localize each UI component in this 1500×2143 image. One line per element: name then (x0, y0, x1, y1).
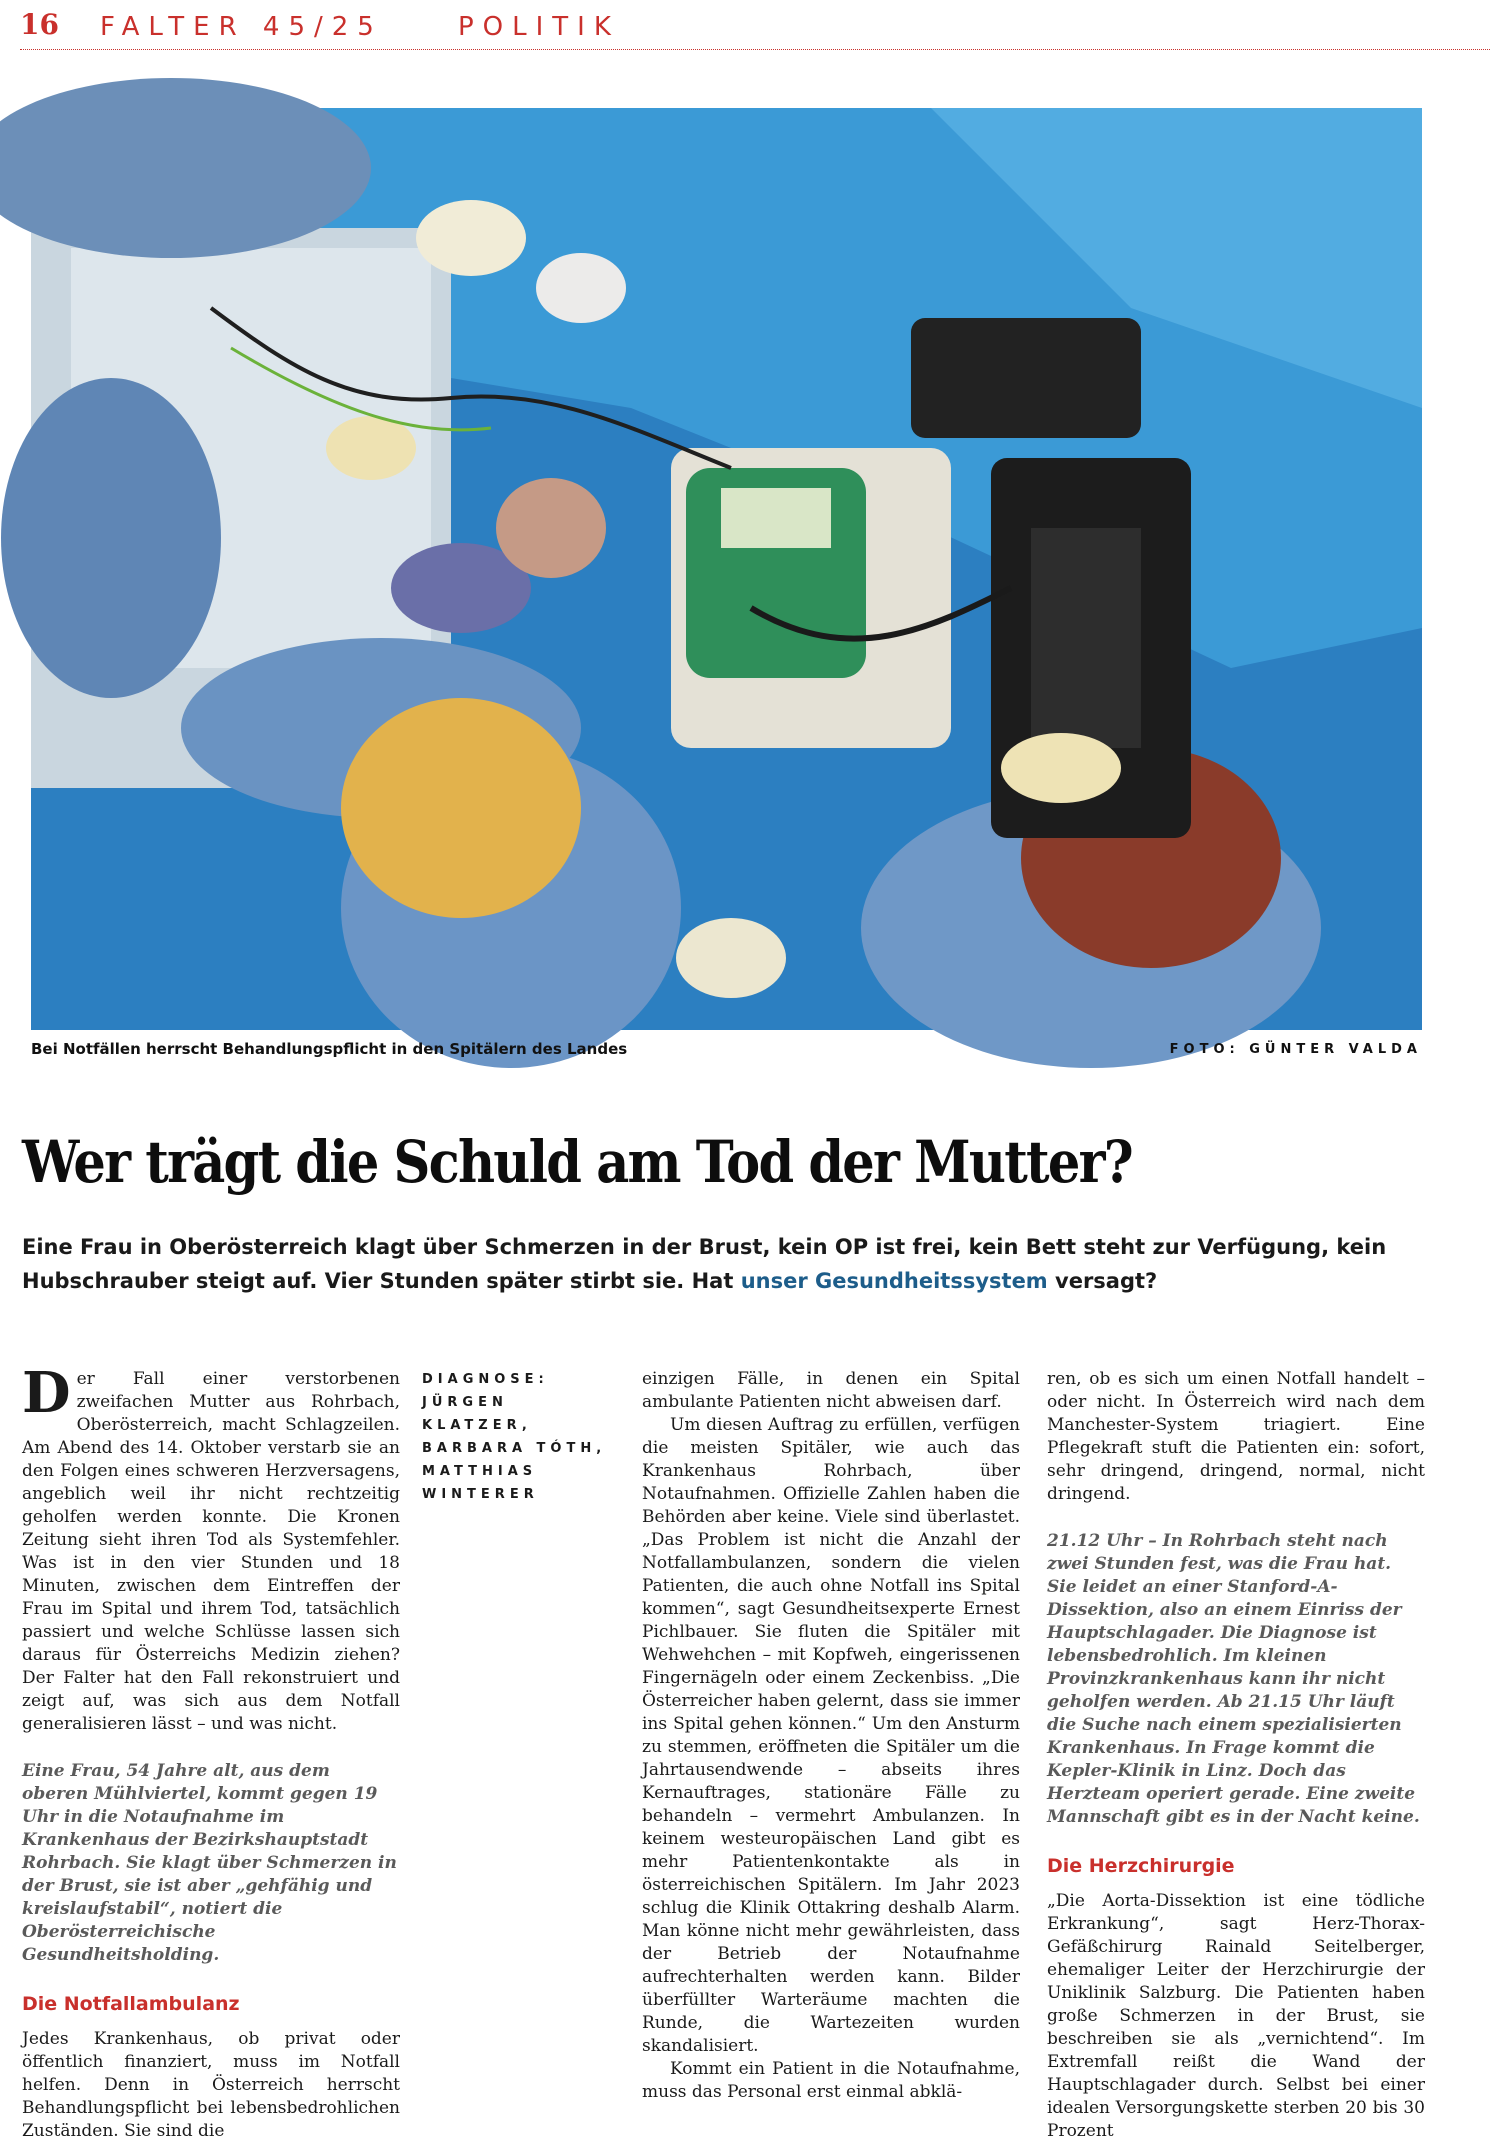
photo-credit: FOTO: GÜNTER VALDA (1169, 1042, 1422, 1057)
body-paragraph: „Die Aorta-Dissektion ist eine tödliche Erkrankung“, sagt Herz-Thorax-Gefäßchirurg Rainald Seitelberger, ehemaliger Leiter der Herzchirurgie der Uniklinik Salzburg. Die Patienten haben große Schmerzen in der Brust, sie beschreiben sie als „vernichtend“. Im Extremfall reißt die Wand der Hauptschlagader durch. Selbst bei einer idealen Versorgungskette sterben 20 bis 30 Prozent (1047, 1891, 1425, 2141)
body-paragraph: Kommt ein Patient in die Notaufnahme, muss das Personal erst einmal abklä- (642, 2059, 1020, 2102)
intro-text: er Fall einer verstorbenen zweifachen Mutter aus Rohrbach, Oberösterreich, macht Schlagzeilen. Am Abend des 14. Oktober verstarb sie an den Folgen eines schweren Herzversagens, angeblich weil ihr nicht rechtzeitig geholfen werden konnte. Die Kronen Zeitung sieht ihren Tod als Systemfehler. Was ist in den vier Stunden und 18 Minuten, zwischen dem Eintreffen der Frau im Spital und ihrem Tod, tatsächlich passiert und welche Schlüsse lassen sich daraus für Österreichs Medizin ziehen? Der Falter hat den Fall rekonstruiert und zeigt auf, was sich aus dem Notfall generalisieren lässt – und was nicht. (22, 1369, 400, 1734)
article-column-3 (642, 1368, 1020, 2102)
article-column-4 (1047, 1368, 1425, 2141)
article-headline: Wer trägt die Schuld am Tod der Mutter? (22, 1128, 1132, 1196)
body-paragraph: Um diesen Auftrag zu erfüllen, verfügen die meisten Spitäler, wie auch das Krankenhaus Rohrbach, über Notaufnahmen. Offizielle Zahlen haben die Behörden aber keine. Viele sind überlastet. „Das Problem ist nicht die Anzahl der Notfallambulanzen, sondern die vielen Patienten, die auch ohne Notfall ins Spital kommen“, sagt Gesundheitsexperte Ernest Pichlbauer. Sie fluten die Spitäler mit Wehwehchen – mit Kopfweh, eingerissenen Fingernägeln oder einem Zeckenbiss. „Die Österreicher haben gelernt, dass sie immer ins Spital gehen können.“ Um den Ansturm zu stemmen, eröffneten die Spitäler um die Jahrtausendwende – abseits ihres Kernauftrages, stationäre Fälle zu behandeln – vermehrt Ambulanzen. In keinem westeuropäischen Land gibt es mehr Patientenkontakte als in österreichischen Spitälern. Im Jahr 2023 schlug die Klinik Ottakring deshalb Alarm. Man könne nicht mehr gewährleisten, dass der Betrieb der Notaufnahme aufrechterhalten werden kann. Bilder überfüllter Warteräume machten die Runde, die Wartezeiten wurden skandalisiert. (642, 1415, 1020, 2056)
subhead-herzchirurgie: Die Herzchirurgie (1047, 1855, 1235, 1877)
photo-caption: Bei Notfällen herrscht Behandlungspflicht in den Spitälern des Landes (31, 1040, 628, 1058)
subhead-notfallambulanz: Die Notfallambulanz (22, 1993, 240, 2015)
intro-paragraph (22, 1360, 400, 1736)
byline-author: WINTERER (422, 1487, 539, 1502)
timeline-entry-2: 21.12 Uhr – In Rohrbach steht nach zwei Stunden fest, was die Frau hat. Sie leidet an einer Stanford-A-Dissektion, also an einem Einriss der Hauptschlagader. Die Diagnose ist lebensbedrohlich. Im kleinen Provinzkrankenhaus kann ihr nicht geholfen werden. Ab 21.15 Uhr läuft die Suche nach einem spezialisierten Krankenhaus. In Frage kommt die Kepler-Klinik in Linz. Doch das Herzteam operiert gerade. Eine zweite Mannschaft gibt es in der Nacht keine. (1047, 1531, 1420, 1827)
magazine-issue: FALTER 45/25 (100, 12, 383, 42)
lead-text-end: versagt? (1055, 1269, 1158, 1293)
page-header (20, 6, 1490, 50)
article-photo (31, 108, 1422, 1030)
drop-cap: D (22, 1360, 71, 1426)
byline-author: BARBARA TÓTH, (422, 1441, 607, 1456)
timeline-entry-1: Eine Frau, 54 Jahre alt, aus dem oberen Mühlviertel, kommt gegen 19 Uhr in die Notaufnahme im Krankenhaus der Bezirkshauptstadt Rohrbach. Sie klagt über Schmerzen in der Brust, sie ist aber „gehfähig und kreislaufstabil“, notiert die Oberösterreichische Gesundheitsholding. (22, 1761, 397, 1965)
byline-column (422, 1368, 622, 1568)
emergency-room-photo (31, 108, 1422, 1030)
body-paragraph: ren, ob es sich um einen Notfall handelt – oder nicht. In Österreich wird nach dem Manchester-System triagiert. Eine Pflegekraft stuft die Patienten ein: sofort, sehr dringend, dringend, normal, nicht dringend. (1047, 1369, 1425, 1504)
byline-author: JÜRGEN KLATZER, (422, 1395, 532, 1433)
body-paragraph: Jedes Krankenhaus, ob privat oder öffentlich finanziert, muss im Notfall helfen. Denn in Österreich herrscht Behandlungspflicht bei lebensbedrohlichen Zuständen. Sie sind die (22, 2029, 400, 2141)
article-column-1 (22, 1360, 400, 2141)
article-lead (22, 1230, 1442, 1298)
byline-author: MATTHIAS (422, 1464, 538, 1479)
lead-link[interactable]: unser Gesundheitssystem (740, 1269, 1048, 1293)
lead-text: Eine Frau in Oberösterreich klagt über Schmerzen in der Brust, kein OP ist frei, kein Bett steht zur Verfügung, kein Hubschrauber steigt auf. Vier Stunden später stirbt sie. Hat (22, 1235, 1387, 1293)
byline-label: DIAGNOSE: (422, 1372, 549, 1387)
section-label: POLITIK (458, 12, 620, 42)
page-number: 16 (20, 8, 59, 41)
body-paragraph: einzigen Fälle, in denen ein Spital ambulante Patienten nicht abweisen darf. (642, 1369, 1020, 1412)
